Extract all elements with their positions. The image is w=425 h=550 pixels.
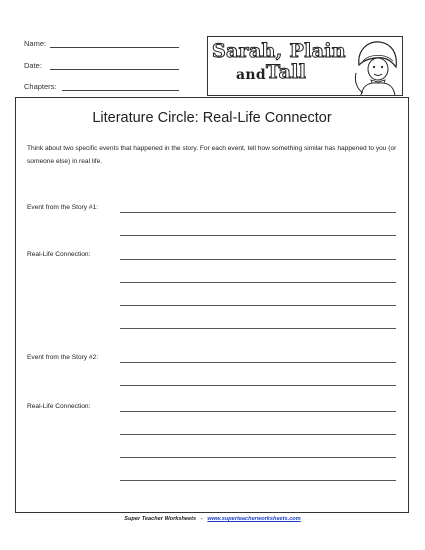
logo-title-line1: Sarah, Plain: [212, 40, 346, 62]
date-line[interactable]: [50, 69, 179, 70]
connection1-line-4[interactable]: [120, 328, 396, 329]
event1-label: Event from the Story #1:: [27, 204, 99, 211]
connection1-label: Real-Life Connection:: [27, 251, 91, 258]
chapters-label: Chapters:: [24, 82, 57, 91]
connection2-line-4[interactable]: [120, 480, 396, 481]
footer: [0, 516, 425, 522]
event2-line-2[interactable]: [120, 385, 396, 386]
connection2-line-3[interactable]: [120, 457, 396, 458]
name-label: Name:: [24, 39, 47, 48]
girl-in-bonnet-illustration: [353, 39, 401, 95]
worksheet-title: Literature Circle: Real-Life Connector: [92, 110, 332, 126]
logo-title-line2: and: [236, 67, 266, 83]
date-label: Date:: [24, 61, 42, 70]
instructions: Think about two specific events that happened in the story. For each event, tell how something similar has happened to you (or someone else) in real life.: [27, 145, 397, 165]
event2-line-1[interactable]: [120, 362, 396, 363]
event1-line-1[interactable]: [120, 212, 396, 213]
connection1-line-1[interactable]: [120, 259, 396, 260]
footer-url-link[interactable]: www.superteacherworksheets.com: [207, 516, 301, 522]
connection2-line-1[interactable]: [120, 411, 396, 412]
chapters-line[interactable]: [62, 90, 179, 91]
connection1-line-3[interactable]: [120, 305, 396, 306]
name-line[interactable]: [50, 47, 179, 48]
event1-line-2[interactable]: [120, 235, 396, 236]
connection2-label: Real-Life Connection:: [27, 403, 91, 410]
book-title-logo: [207, 36, 403, 96]
logo-title-line3: Tall: [266, 61, 307, 83]
footer-separator: -: [200, 516, 203, 522]
footer-brand: Super Teacher Worksheets: [124, 516, 197, 522]
connection1-line-2[interactable]: [120, 282, 396, 283]
event2-label: Event from the Story #2:: [27, 354, 99, 361]
connection2-line-2[interactable]: [120, 434, 396, 435]
worksheet-box: [15, 97, 409, 513]
